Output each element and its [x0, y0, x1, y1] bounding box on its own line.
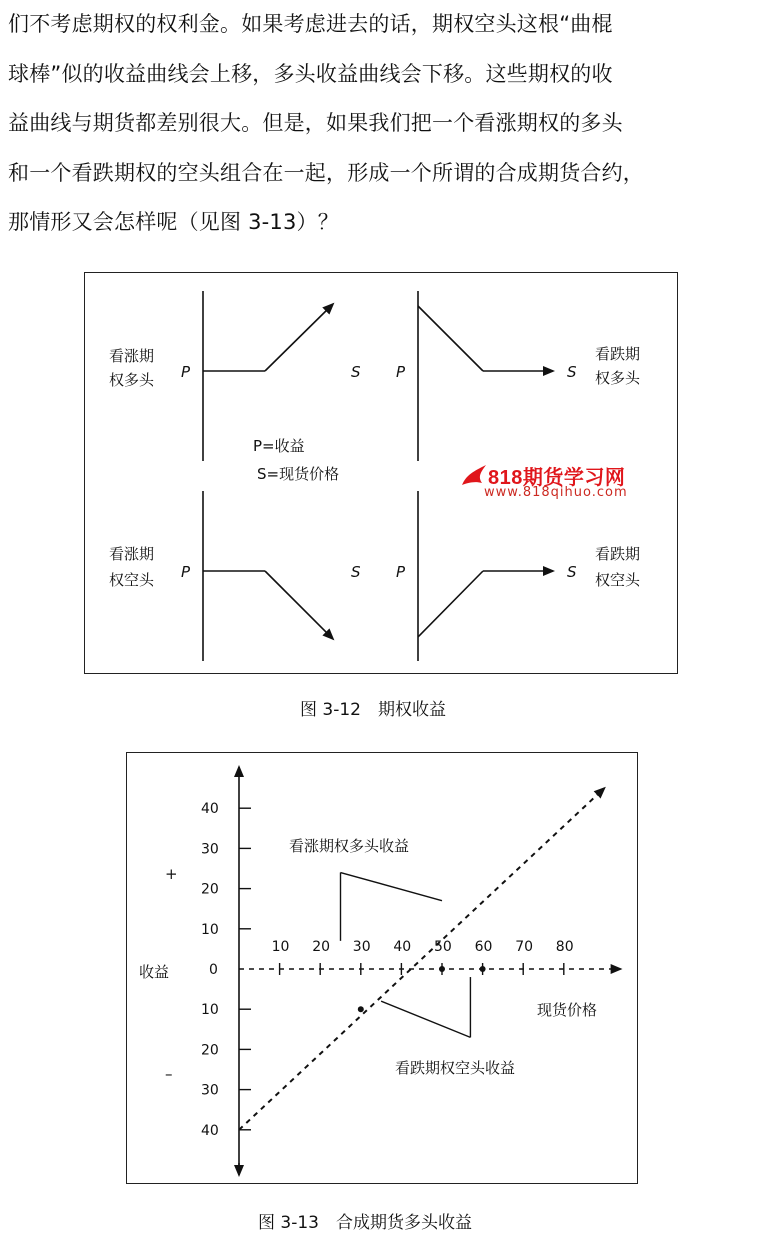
y-axis-label: 收益 — [139, 963, 170, 981]
x-tick-label: 70 — [515, 939, 534, 955]
paragraph-line: 那情形又会怎样呢（见图 3-13）？ — [8, 210, 339, 234]
panel-short-put — [396, 491, 641, 661]
body-paragraph — [8, 0, 756, 248]
paragraph-line: 益曲线与期货都差别很大。但是，如果我们把一个看涨期权的多头 — [8, 111, 623, 135]
x-tick-label: 40 — [393, 939, 412, 955]
y-tick-label: 20 — [201, 1042, 219, 1059]
figure-3-12-caption: 图 3-12 期权收益 — [300, 700, 446, 720]
x-tick-label: 10 — [271, 939, 290, 955]
panel-label-1: 看跌期 — [595, 545, 641, 563]
y-tick-label-zero: 0 — [209, 962, 218, 978]
put-short-label: 看跌期权空头收益 — [395, 1059, 516, 1077]
watermark-logo — [460, 457, 638, 507]
p-label: P — [181, 363, 191, 381]
chart-dots — [358, 966, 486, 1012]
x-tick-label: 30 — [352, 939, 371, 955]
payoff-segment — [341, 873, 443, 901]
panel-label-2: 权空头 — [595, 571, 641, 589]
paragraph-line: 球棒”似的收益曲线会上移，多头收益曲线会下移。这些期权的收 — [8, 61, 613, 86]
y-tick-label: 10 — [201, 921, 219, 938]
figure-3-13 — [126, 752, 638, 1184]
x-tick-label: 50 — [434, 939, 452, 955]
watermark-title: 818期货学习网 — [488, 467, 626, 489]
s-label: S — [351, 363, 361, 381]
panel-long-call — [109, 291, 361, 461]
y-tick-label: 40 — [201, 1122, 219, 1139]
legend-p: P=收益 — [253, 437, 305, 455]
panel-label-2: 权多头 — [595, 369, 641, 387]
panel-label-1: 看跌期 — [595, 345, 641, 363]
x-axis-label: 现货价格 — [537, 1001, 598, 1019]
panel-short-call — [109, 491, 361, 661]
s-label: S — [351, 563, 361, 581]
y-tick-label: 10 — [201, 1002, 219, 1019]
payoff-falling — [418, 306, 483, 371]
call-long-label: 看涨期权多头收益 — [289, 837, 410, 855]
figure-3-13-caption: 图 3-13 合成期货多头收益 — [258, 1213, 472, 1233]
s-label: S — [567, 363, 577, 381]
legend-s: S=现货价格 — [257, 465, 340, 483]
plus-sign: + — [165, 865, 178, 883]
y-tick-label: 20 — [201, 881, 219, 898]
data-dot — [358, 1006, 364, 1012]
s-label: S — [567, 563, 577, 581]
panel-label-2: 权空头 — [109, 571, 155, 589]
minus-sign: – — [165, 1065, 173, 1083]
payoff-segment — [381, 1001, 470, 1037]
x-tick-label: 20 — [312, 939, 331, 955]
data-dot — [480, 966, 486, 972]
y-tick-label: 40 — [201, 801, 219, 818]
axis-ticks — [239, 808, 621, 1130]
watermark-url: www.818qihuo.com — [484, 485, 628, 500]
synthetic-futures-chart — [127, 753, 637, 1183]
x-tick-label: 80 — [555, 939, 574, 955]
panel-label-1: 看涨期 — [109, 347, 155, 365]
p-label: P — [396, 563, 406, 581]
p-label: P — [396, 363, 406, 381]
panel-label-2: 权多头 — [109, 371, 155, 389]
p-label: P — [181, 563, 191, 581]
payoff-falling — [265, 571, 333, 639]
y-tick-label: 30 — [201, 1082, 219, 1099]
payoff-rising — [265, 304, 333, 371]
x-tick-label: 60 — [474, 939, 493, 955]
y-tick-label: 30 — [201, 841, 219, 858]
panel-long-put — [396, 291, 641, 461]
data-dot — [439, 966, 445, 972]
paragraph-line: 和一个看跌期权的空头组合在一起，形成一个所谓的合成期货合约， — [8, 160, 644, 185]
panel-label-1: 看涨期 — [109, 545, 155, 563]
flame-icon — [460, 461, 490, 487]
paragraph-line: 们不考虑期权的权利金。如果考虑进去的话，期权空头这根“曲棍 — [8, 12, 613, 36]
payoff-rising — [418, 571, 483, 637]
